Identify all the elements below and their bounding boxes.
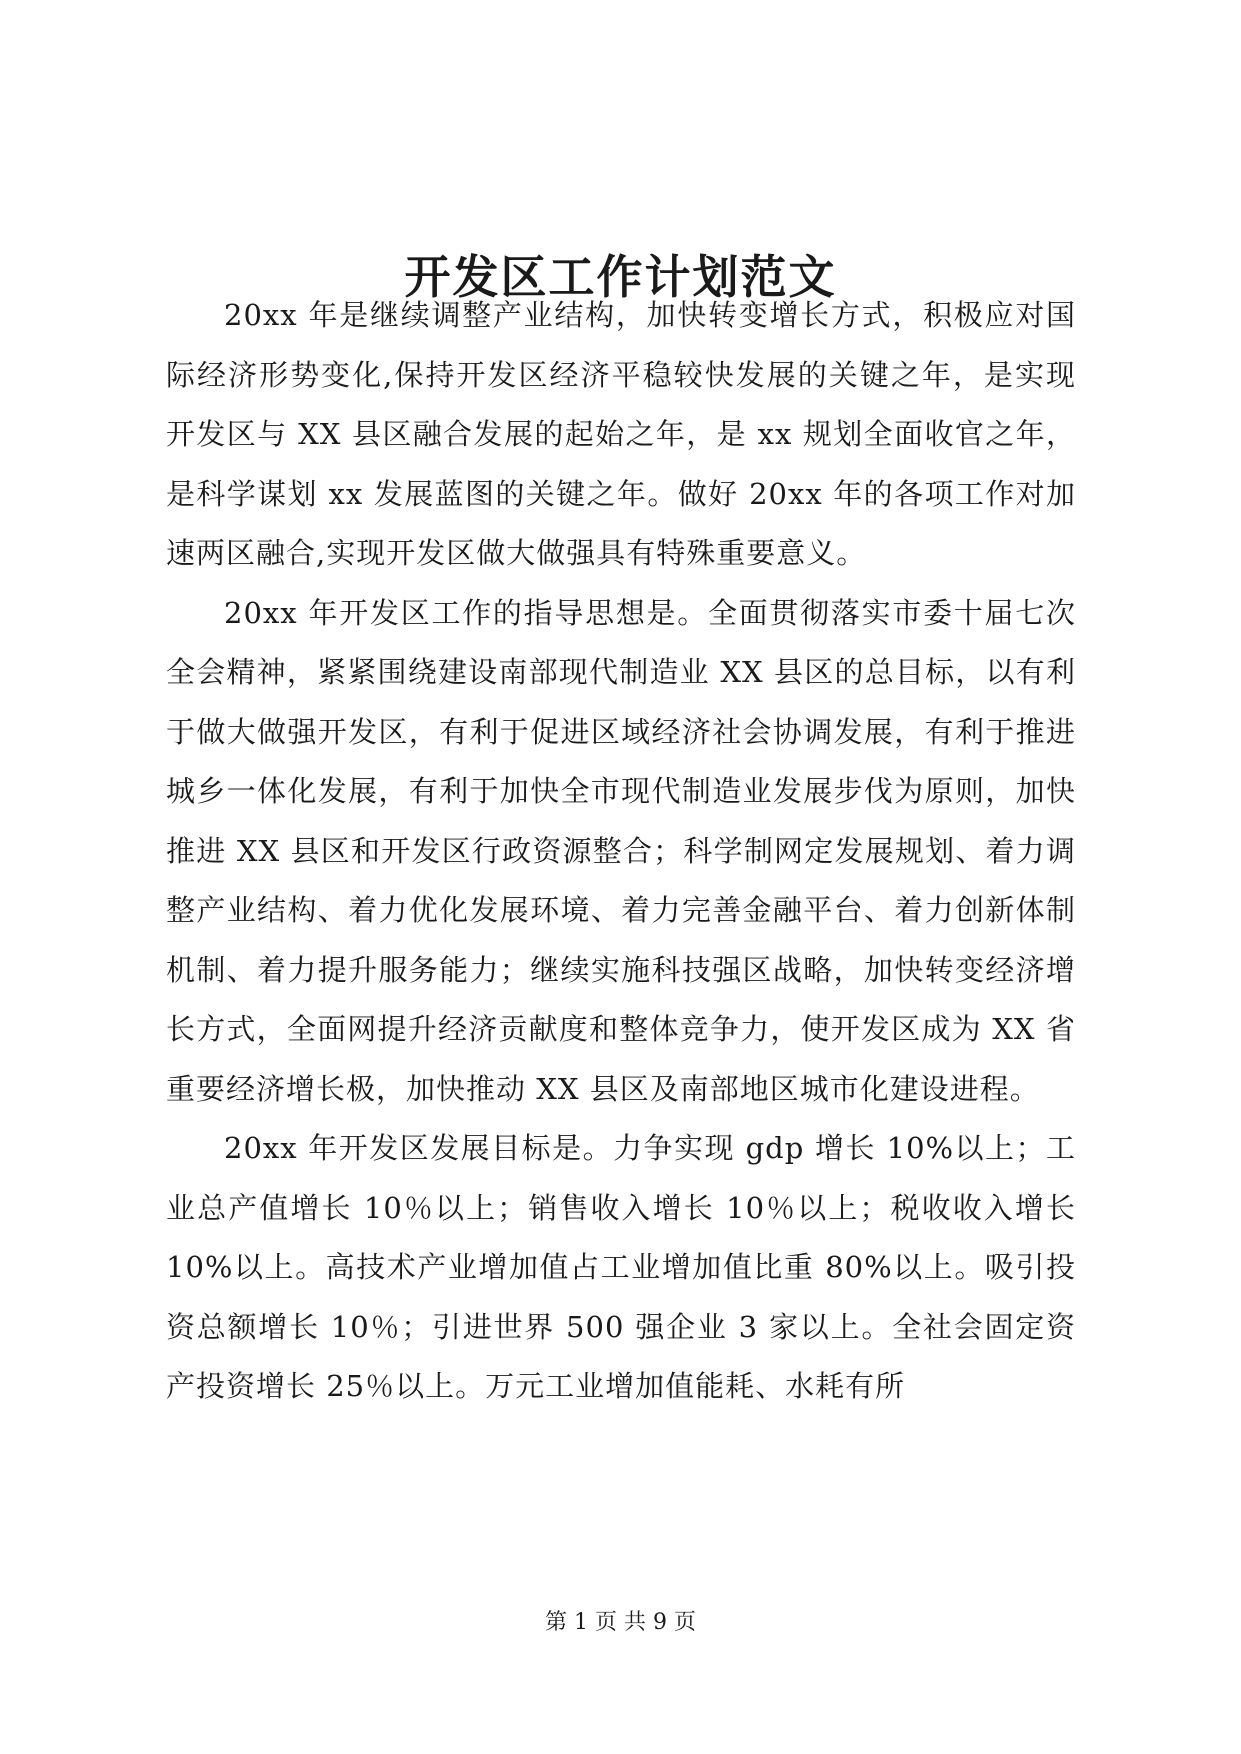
document-body: [166, 286, 1076, 1417]
page-number-footer: 第 1 页 共 9 页: [545, 1610, 696, 1635]
document-title: 开发区工作计划范文: [404, 249, 837, 304]
paragraph-development-goals: 20xx 年开发区发展目标是。力争实现 gdp 增长 10%以上；工业总产值增长 10％以上；销售收入增长 10％以上；税收收入增长 10%以上。高技术产业增加值占工业增加值比重 80%以上。吸引投资总额增长 10％；引进世界 500 强企业 3 家以上。全社会固定资产投资增长 25％以上。万元工业增加值能耗、水耗有所: [166, 1131, 1076, 1403]
paragraph-intro: 20xx 年是继续调整产业结构，加快转变增长方式，积极应对国际经济形势变化,保持开发区经济平稳较快发展的关键之年，是实现开发区与 XX 县区融合发展的起始之年，是 xx 规划全面收官之年，是科学谋划 xx 发展蓝图的关键之年。做好 20xx 年的各项工作对加速两区融合,实现开发区做大做强具有特殊重要意义。: [166, 298, 1076, 570]
paragraph-guiding-ideology: 20xx 年开发区工作的指导思想是。全面贯彻落实市委十届七次全会精神，紧紧围绕建设南部现代制造业 XX 县区的总目标，以有利于做大做强开发区，有利于促进区域经济社会协调发展，有利于推进城乡一体化发展，有利于加快全市现代制造业发展步伐为原则，加快推进 XX 县区和开发区行政资源整合；科学制网定发展规划、着力调整产业结构、着力优化发展环境、着力完善金融平台、着力创新体制机制、着力提升服务能力；继续实施科技强区战略，加快转变经济增长方式，全面网提升经济贡献度和整体竞争力，使开发区成为 XX 省重要经济增长极，加快推动 XX 县区及南部地区城市化建设进程。: [166, 595, 1076, 1106]
